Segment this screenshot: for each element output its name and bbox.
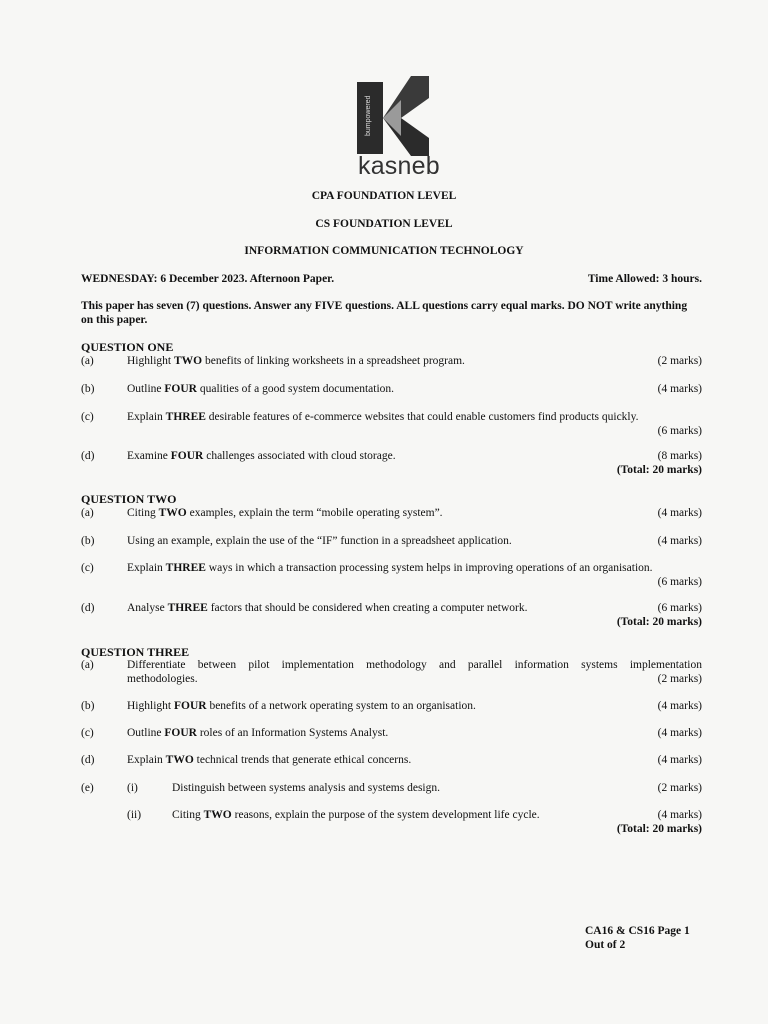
marks: (4 marks) xyxy=(657,809,702,821)
marks: (6 marks) xyxy=(657,602,702,614)
marks: (4 marks) xyxy=(657,727,702,739)
marks: (4 marks) xyxy=(657,754,702,766)
item-label: (c) xyxy=(81,727,94,739)
q3-total: (Total: 20 marks) xyxy=(616,823,702,835)
question-three-title: QUESTION THREE xyxy=(81,645,190,659)
exam-date: WEDNESDAY: 6 December 2023. Afternoon Paper. xyxy=(81,273,335,285)
marks: (4 marks) xyxy=(657,507,702,519)
q2-total: (Total: 20 marks) xyxy=(616,616,702,628)
marks: (2 marks) xyxy=(657,673,702,685)
brand-name: kasneb xyxy=(358,152,440,180)
item-label: (a) xyxy=(81,355,94,367)
level-cpa: CPA FOUNDATION LEVEL xyxy=(311,190,457,202)
sub-item-label: (ii) xyxy=(127,809,142,821)
q3-e-i-text: Distinguish between systems analysis and systems design. xyxy=(172,782,440,794)
item-label: (b) xyxy=(81,383,95,395)
kasneb-logo-icon xyxy=(355,76,435,156)
item-label: (c) xyxy=(81,411,94,423)
item-label: (a) xyxy=(81,507,94,519)
item-label: (d) xyxy=(81,450,95,462)
q3-a-line2: methodologies. xyxy=(127,673,198,685)
question-two-title: QUESTION TWO xyxy=(81,492,177,506)
marks: (4 marks) xyxy=(657,535,702,547)
subject-title: INFORMATION COMMUNICATION TECHNOLOGY xyxy=(244,245,524,257)
sub-item-label: (i) xyxy=(127,782,138,794)
marks: (8 marks) xyxy=(657,450,702,462)
marks: (2 marks) xyxy=(657,782,702,794)
marks: (6 marks) xyxy=(657,576,702,588)
marks: (4 marks) xyxy=(657,700,702,712)
q1-total: (Total: 20 marks) xyxy=(616,464,702,476)
time-allowed: Time Allowed: 3 hours. xyxy=(587,273,702,285)
item-label: (a) xyxy=(81,659,94,671)
question-one-title: QUESTION ONE xyxy=(81,340,174,354)
marks: (4 marks) xyxy=(657,383,702,395)
item-label: (b) xyxy=(81,700,95,712)
logo-tagline: bumpowered xyxy=(365,95,372,136)
q3-a-line1: Differentiate between pilot implementation methodology and parallel information systems implementation xyxy=(127,659,702,671)
level-cs: CS FOUNDATION LEVEL xyxy=(315,218,453,230)
page-footer xyxy=(585,924,690,952)
page-total: Out of 2 xyxy=(585,939,626,951)
item-label: (c) xyxy=(81,562,94,574)
marks: (6 marks) xyxy=(657,425,702,437)
marks: (2 marks) xyxy=(657,355,702,367)
item-label: (b) xyxy=(81,535,95,547)
item-label: (d) xyxy=(81,602,95,614)
item-label: (e) xyxy=(81,782,94,794)
item-label: (d) xyxy=(81,754,95,766)
instructions: This paper has seven (7) questions. Answer any FIVE questions. ALL questions carry equal marks. DO NOT write anything on this paper. xyxy=(81,300,688,326)
page-number: CA16 & CS16 Page 1 xyxy=(585,925,690,937)
